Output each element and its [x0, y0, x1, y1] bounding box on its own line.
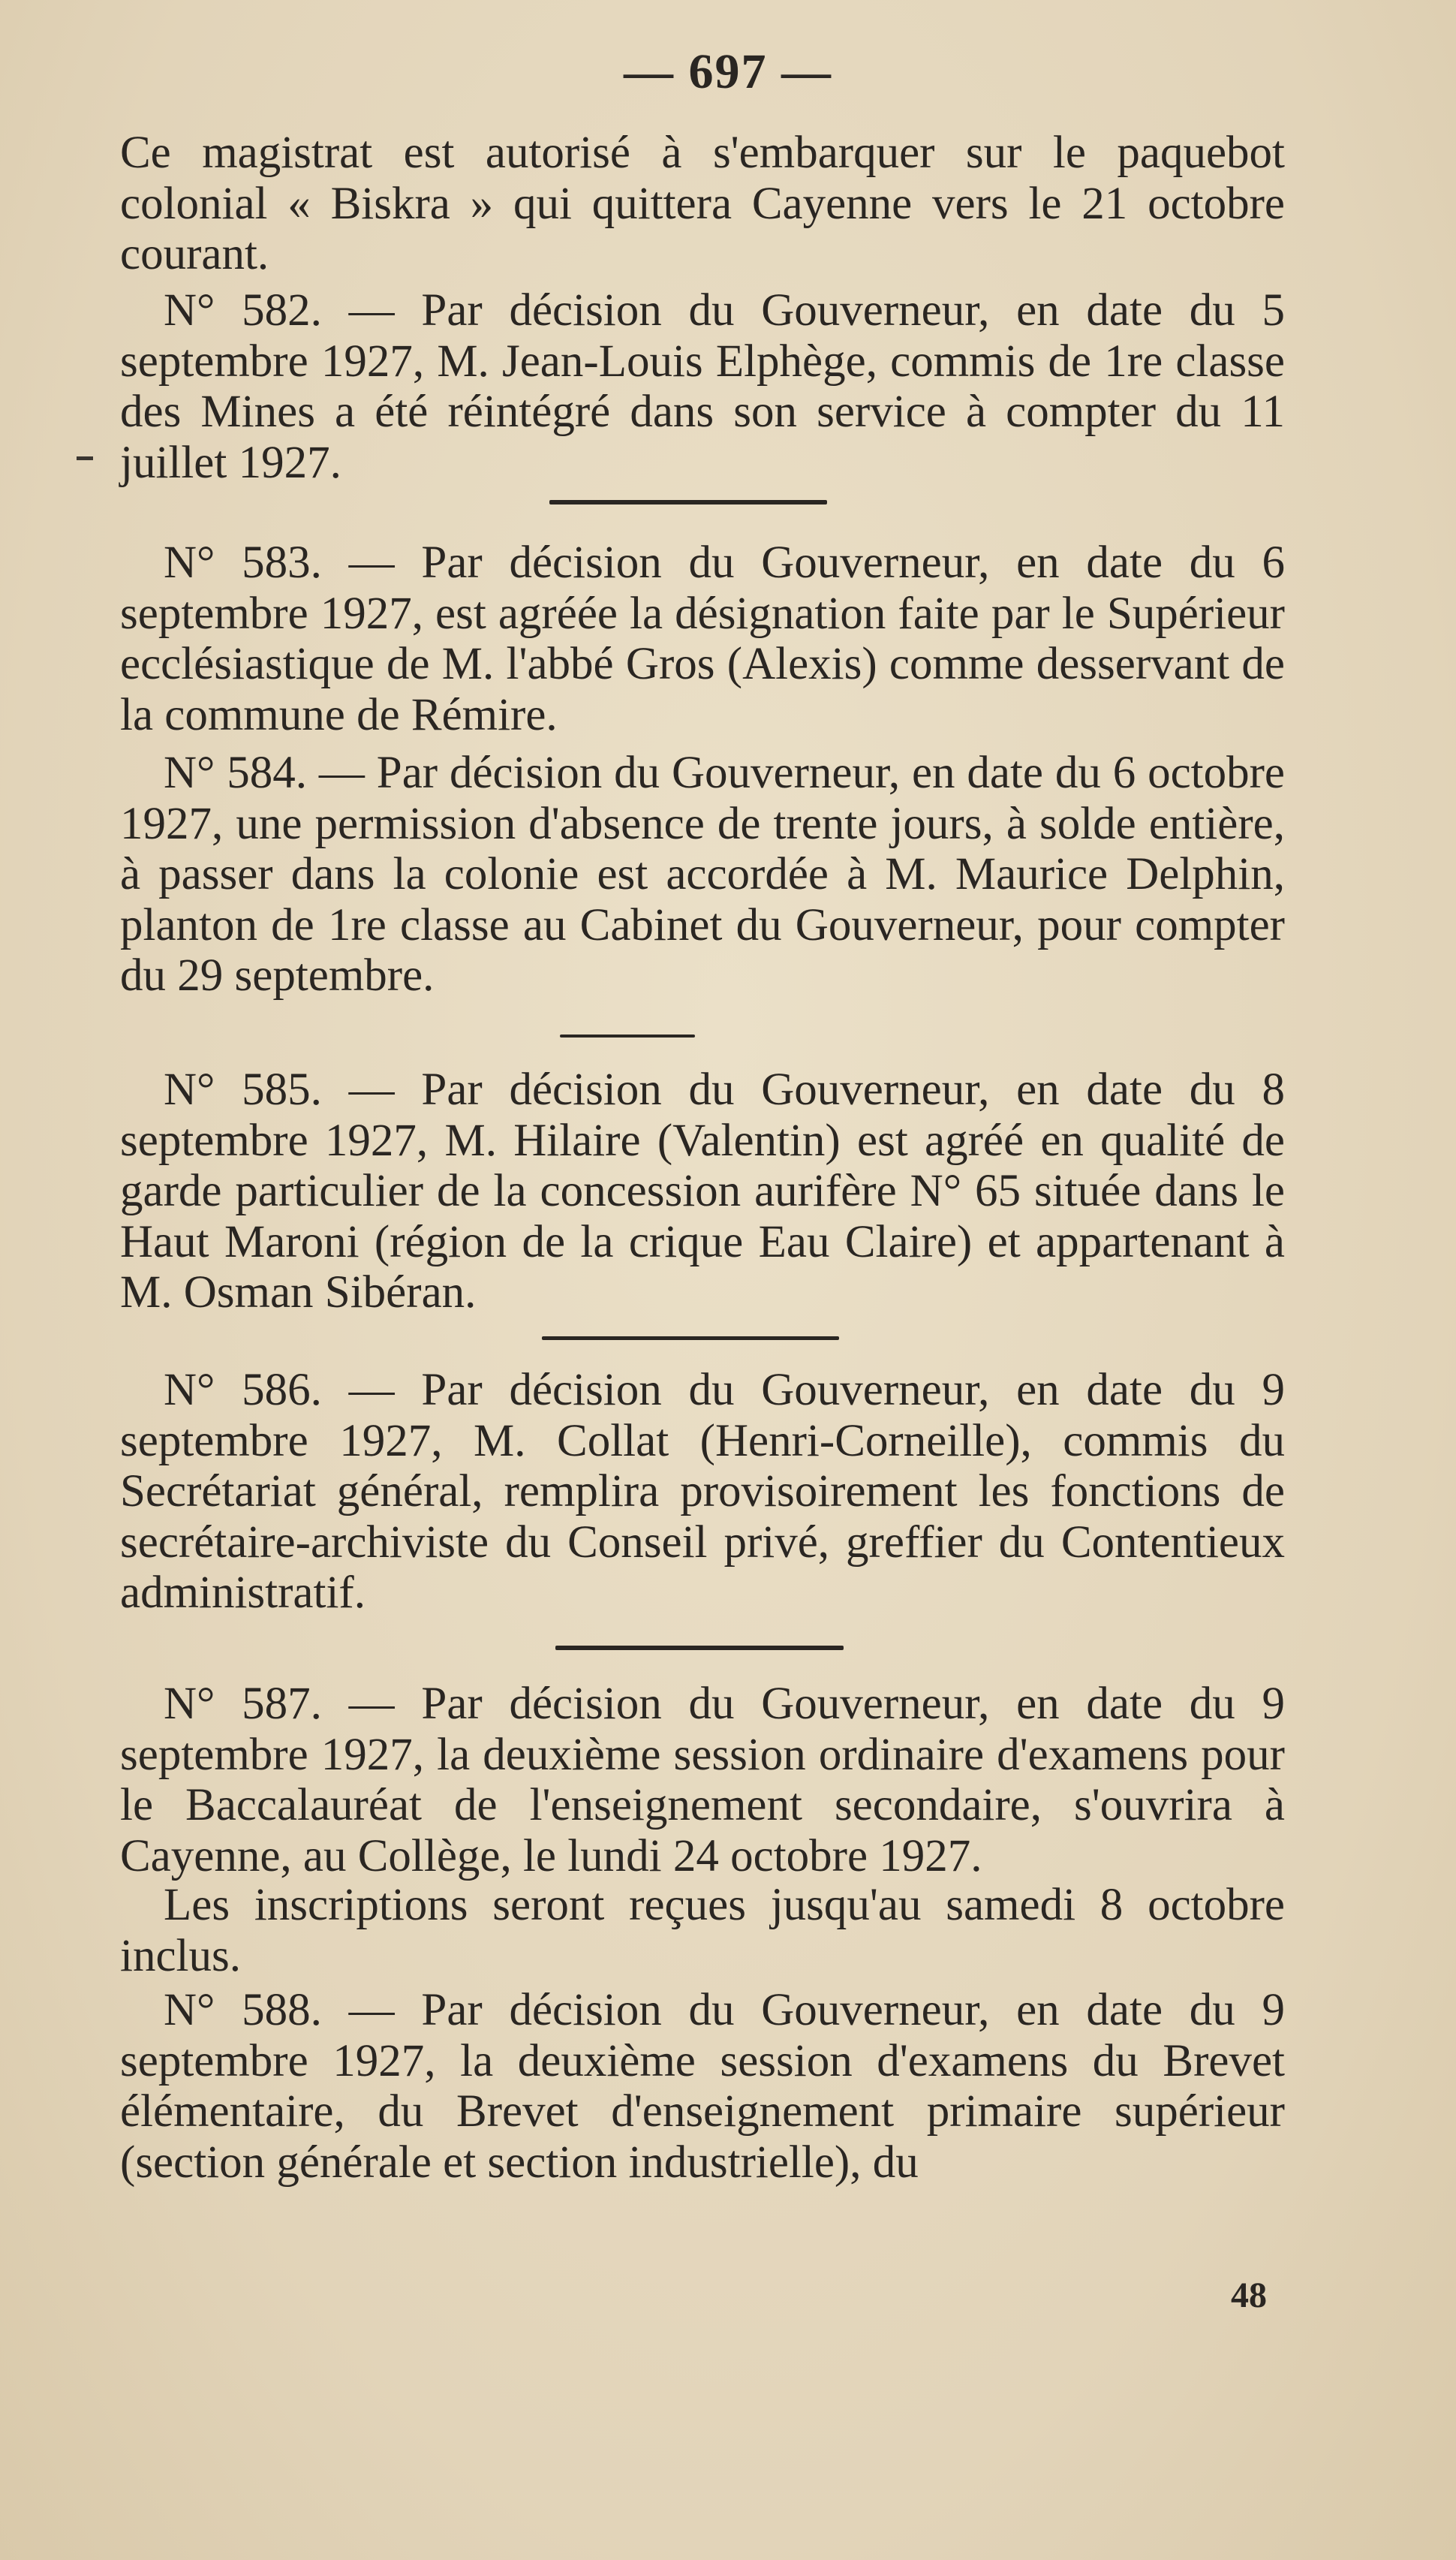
separator-rule	[542, 1336, 839, 1340]
paragraph-587: N° 587. — Par décision du Gouverneur, en date du 9 septembre 1927, la deuxième session ordinaire d'examens pour le Baccalauréat de l'enseignement secondaire, s'ouvrira à Cayenne, au Collège, le lundi 24 octobre 1927.	[120, 1679, 1285, 1881]
separator-rule	[560, 1035, 695, 1038]
paragraph-582: N° 582. — Par décision du Gouverneur, en date du 5 septembre 1927, M. Jean-Louis Elphège, commis de 1re classe des Mines a été réintégré dans son service à compter du 11 juillet 1927.	[120, 285, 1285, 488]
paragraph-585: N° 585. — Par décision du Gouverneur, en date du 8 septembre 1927, M. Hilaire (Valentin) est agréé en qualité de garde particulier de la concession aurifère N° 65 située dans le Haut Maroni (région de la crique Eau Claire) et appartenant à M. Osman Sibéran.	[120, 1065, 1285, 1318]
paragraph-584: N° 584. — Par décision du Gouverneur, en date du 6 octobre 1927, une permission d'absence de trente jours, à solde entière, à passer dans la colonie est accordée à M. Maurice Delphin, planton de 1re classe au Cabinet du Gouverneur, pour compter du 29 septembre.	[120, 748, 1285, 1001]
paragraph-588: N° 588. — Par décision du Gouverneur, en date du 9 septembre 1927, la deuxième session d'examens du Brevet élémentaire, du Brevet d'enseignement primaire supérieur (section générale et section industrielle), du	[120, 1985, 1285, 2188]
paragraph-586: N° 586. — Par décision du Gouverneur, en date du 9 septembre 1927, M. Collat (Henri-Corneille), commis du Secrétariat général, remplira provisoirement les fonctions de secrétaire-archiviste du Conseil privé, greffier du Contentieux administratif.	[120, 1365, 1285, 1618]
signature-mark: 48	[1231, 2275, 1267, 2315]
separator-rule	[549, 500, 827, 504]
separator-rule	[555, 1646, 844, 1650]
margin-mark	[77, 456, 93, 460]
page-number: — 697 —	[624, 44, 832, 99]
paragraph-587-inscriptions: Les inscriptions seront reçues jusqu'au samedi 8 octobre inclus.	[120, 1880, 1285, 1981]
paragraph-continuation: Ce magistrat est autorisé à s'embarquer sur le paquebot colonial « Biskra » qui quittera Cayenne vers le 21 octobre courant.	[120, 128, 1285, 279]
paragraph-583: N° 583. — Par décision du Gouverneur, en date du 6 septembre 1927, est agréée la désignation faite par le Supérieur ecclésiastique de M. l'abbé Gros (Alexis) comme desservant de la commune de Rémire.	[120, 538, 1285, 740]
